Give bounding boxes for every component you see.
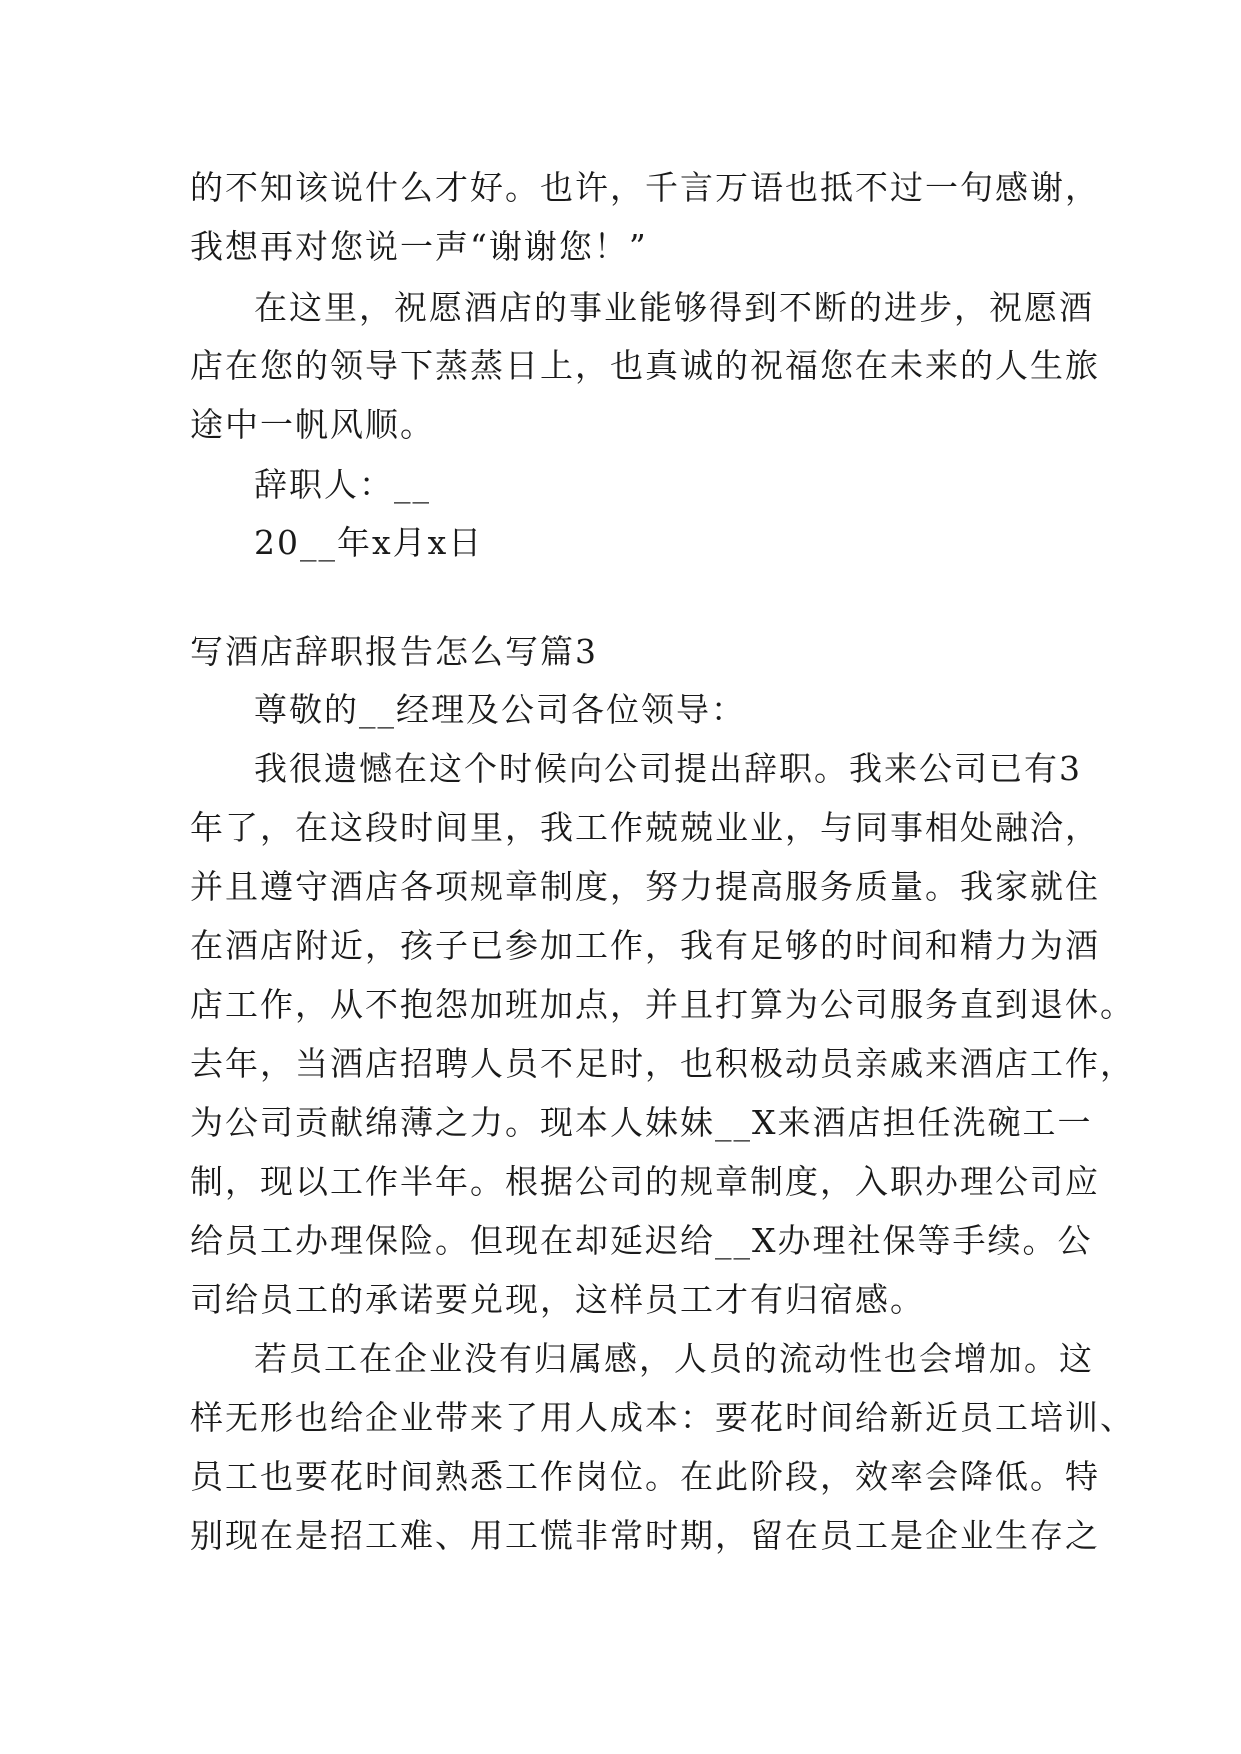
body-text-line: 别现在是招工难、用工慌非常时期，留在员工是企业生存之 <box>190 1516 1100 1555</box>
body-text-line: 的不知该说什么才好。也许，千言万语也抵不过一句感谢， <box>190 168 1100 207</box>
body-text-line: 样无形也给企业带来了用人成本：要花时间给新近员工培训、 <box>190 1398 1135 1437</box>
body-text-line: 给员工办理保险。但现在却延迟给__X办理社保等手续。公 <box>190 1221 1093 1260</box>
body-text-line: 去年，当酒店招聘人员不足时，也积极动员亲戚来酒店工作， <box>190 1044 1135 1083</box>
resigner-line: 辞职人：__ <box>254 465 431 504</box>
body-text-line: 在酒店附近，孩子已参加工作，我有足够的时间和精力为酒 <box>190 926 1100 965</box>
body-text-line: 我很遗憾在这个时候向公司提出辞职。我来公司已有3 <box>254 749 1082 788</box>
body-text-line: 途中一帆风顺。 <box>190 405 435 444</box>
body-text-line: 店工作，从不抱怨加班加点，并且打算为公司服务直到退休。 <box>190 985 1135 1024</box>
body-text-line: 店在您的领导下蒸蒸日上，也真诚的祝福您在未来的人生旅 <box>190 346 1100 385</box>
salutation: 尊敬的__经理及公司各位领导： <box>254 690 746 729</box>
body-text-line: 在这里，祝愿酒店的事业能够得到不断的进步，祝愿酒 <box>254 288 1094 327</box>
body-text-line: 我想再对您说一声“谢谢您！” <box>190 227 648 266</box>
date-line: 20__年x月x日 <box>254 523 484 562</box>
body-text-line: 并且遵守酒店各项规章制度，努力提高服务质量。我家就住 <box>190 867 1100 906</box>
body-text-line: 制，现以工作半年。根据公司的规章制度，入职办理公司应 <box>190 1162 1100 1201</box>
body-text-line: 为公司贡献绵薄之力。现本人妹妹__X来酒店担任洗碗工一 <box>190 1103 1093 1142</box>
body-text-line: 年了，在这段时间里，我工作兢兢业业，与同事相处融洽， <box>190 808 1100 847</box>
body-text-line: 若员工在企业没有归属感，人员的流动性也会增加。这 <box>254 1339 1094 1378</box>
body-text-line: 员工也要花时间熟悉工作岗位。在此阶段，效率会降低。特 <box>190 1457 1100 1496</box>
section-heading: 写酒店辞职报告怎么写篇3 <box>190 632 598 671</box>
body-text-line: 司给员工的承诺要兑现，这样员工才有归宿感。 <box>190 1280 925 1319</box>
